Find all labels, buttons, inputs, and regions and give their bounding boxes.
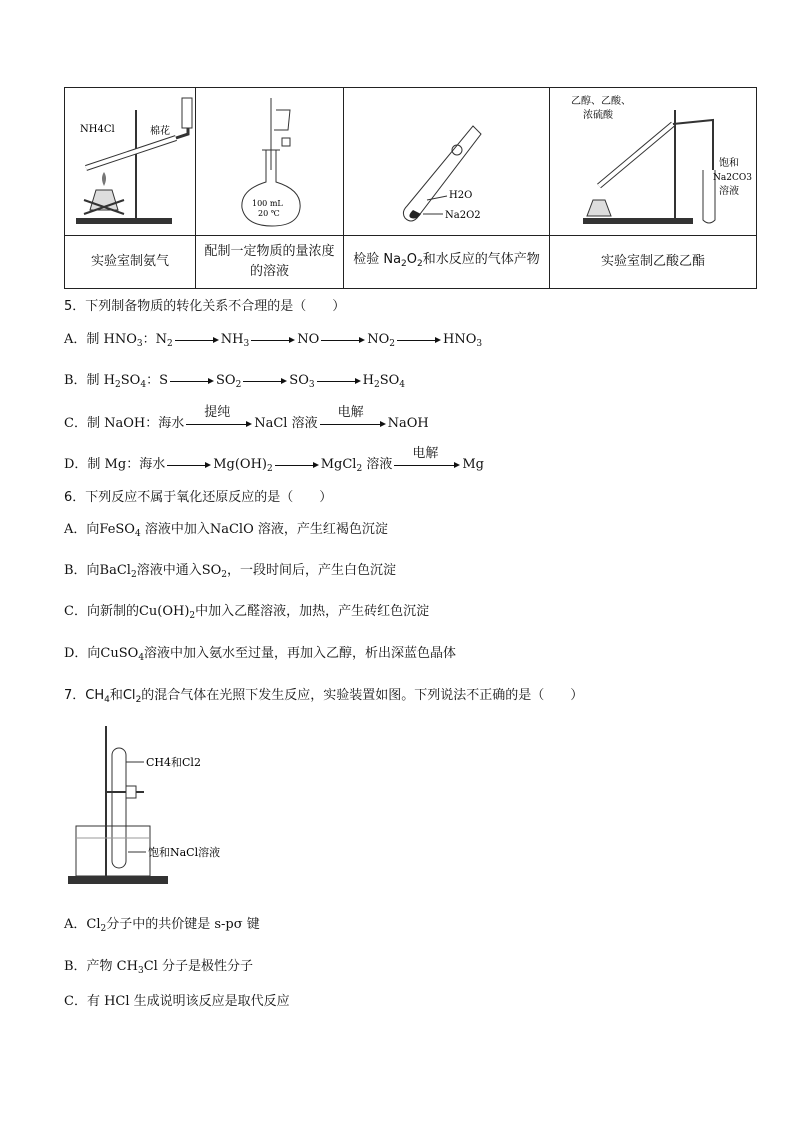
q7-stem: 7．$CH_4$和$Cl_2$的混合气体在光照下发生反应，实验装置如图。下列说法不正确的是（ ）	[64, 688, 584, 705]
fig2-volume-label: 100 mL	[251, 198, 283, 208]
caption-ammonia: 实验室制氨气	[65, 236, 196, 289]
q7-apparatus-figure	[66, 718, 266, 888]
fig-ester-cell	[550, 88, 757, 236]
q7-fig-label-gas: CH4和Cl2	[146, 756, 201, 769]
apparatus-table	[64, 87, 757, 289]
q7-option-a: A．$Cl_2$分子中的共价键是 s-pσ 键	[64, 917, 260, 934]
fig4-left-label-1: 乙醇、乙酸、	[571, 95, 631, 107]
q6-option-b: B．向BaCl$_2$溶液中通入$SO_2$，一段时间后，产生白色沉淀	[64, 563, 397, 580]
fig4-right-label-3: 溶液	[719, 185, 739, 197]
fig1-nh4cl-label: NH4Cl	[80, 123, 115, 135]
fig4-right-label-1: 饱和	[719, 157, 739, 169]
fig-flask-cell	[196, 88, 344, 236]
q6-option-a: A．向FeSO$_4$ 溶液中加入NaClO 溶液，产生红褐色沉淀	[64, 522, 388, 539]
fig3-na2o2-label: Na2O2	[444, 209, 481, 221]
arrow-label-electrolysis-d: 电解	[412, 445, 439, 461]
fig-ammonia-cell	[65, 88, 196, 236]
fig2-temp-label: 20 ℃	[257, 208, 280, 218]
q6-option-c: C．向新制的$Cu(OH)_2$中加入乙醛溶液，加热，产生砖红色沉淀	[64, 604, 430, 621]
caption-na2o2: 检验 $Na_2O_2$和水反应的气体产物	[344, 236, 550, 289]
q5-option-d: D．制 Mg：海水 $Mg(OH)_2$ MgCl$_2$ 溶液 电解 Mg	[64, 453, 484, 474]
ester-apparatus-figure	[553, 90, 753, 230]
q5-option-a: A．制 $HNO_3$：$N_2$ $NH_3$ NO $NO_2$ $HNO_3$	[64, 332, 483, 349]
q5-option-c: C．制 NaOH：海水 提纯 NaCl 溶液 电解 NaOH	[64, 412, 429, 431]
q7-option-b: B．产物 $CH_3Cl$ 分子是极性分子	[64, 959, 253, 976]
q7-fig-label-solution: 饱和NaCl溶液	[148, 846, 221, 859]
q5-stem: 5．下列制备物质的转化关系不合理的是（ ）	[64, 299, 346, 314]
testtube-figure	[347, 90, 547, 230]
q6-option-d: D．向CuSO$_4$溶液中加入氨水至过量，再加入乙醇，析出深蓝色晶体	[64, 646, 457, 663]
caption-na2o2-pre: 检验 Na	[353, 252, 402, 267]
caption-solution-line1: 配制一定物质的量浓度	[204, 244, 335, 259]
q5-option-b: B．制 $H_2SO_4$：S $SO_2$ $SO_3$ $H_2SO_4$	[64, 373, 405, 390]
caption-ester: 实验室制乙酸乙酯	[550, 236, 757, 289]
fig4-right-label-2: Na2CO3	[713, 172, 752, 183]
fig1-cotton-label: 棉花	[150, 125, 170, 137]
arrow-label-purify: 提纯	[204, 404, 231, 420]
ammonia-apparatus-figure	[66, 90, 194, 230]
caption-solution	[196, 236, 344, 289]
fig-testtube-cell	[344, 88, 550, 236]
volumetric-flask-figure	[200, 90, 340, 230]
caption-solution-line2: 的溶液	[249, 264, 289, 279]
fig3-h2o-label: H2O	[448, 189, 472, 201]
fig4-left-label-2: 浓硫酸	[583, 109, 613, 121]
q6-stem: 6．下列反应不属于氧化还原反应的是（ ）	[64, 490, 333, 505]
caption-na2o2-post: 和水反应的气体产物	[422, 252, 540, 267]
q7-option-c: C．有 HCl 生成说明该反应是取代反应	[64, 994, 290, 1009]
arrow-label-electrolysis-c: 电解	[337, 404, 364, 420]
